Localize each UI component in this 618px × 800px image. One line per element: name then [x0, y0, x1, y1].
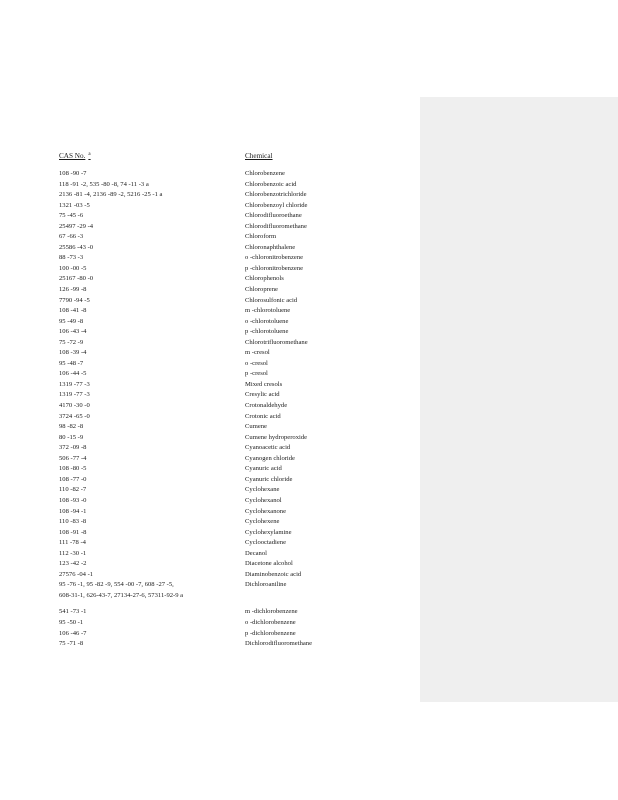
cas-number-line: 67 -66 -3: [59, 233, 84, 241]
chemical-name: o -dichlorobenzene: [245, 618, 296, 626]
cas-number-line: 25497 -29 -4: [59, 222, 94, 230]
cas-number-line: 4170 -30 -0: [59, 402, 90, 410]
cas-number-line: 111 -78 -4: [59, 539, 86, 547]
cas-number: [59, 454, 244, 465]
table-row: [0, 454, 420, 465]
chemical-name: p -dichlorobenzene: [245, 629, 296, 637]
table-row: [0, 232, 420, 243]
table-row: [0, 412, 420, 423]
table-row: [0, 338, 420, 349]
table-row: [0, 190, 420, 201]
table-row: [0, 433, 420, 444]
cas-number-line: 112 -30 -1: [59, 549, 87, 557]
table-row: [0, 570, 420, 581]
cas-number: [59, 629, 244, 640]
cas-number-line: 98 -82 -8: [59, 423, 84, 431]
cas-number-line: 108 -41 -8: [59, 307, 87, 315]
cas-number-line: 1321 -03 -5: [59, 201, 90, 209]
cas-number-line: 108 -94 -1: [59, 507, 87, 515]
cas-header-label: CAS No.: [59, 152, 86, 160]
cas-number-line: 506 -77 -4: [59, 454, 87, 462]
cas-number-line: 75 -72 -9: [59, 338, 84, 346]
table-row: [0, 464, 420, 475]
cas-number: [59, 607, 244, 618]
cas-number: [59, 348, 244, 359]
cas-number-line: 27576 -04 -1: [59, 570, 94, 578]
cas-number-line: 108 -91 -8: [59, 528, 87, 536]
cas-number-line: 80 -15 -9: [59, 433, 84, 441]
cas-number: [59, 412, 244, 423]
cas-number-line: 108 -80 -5: [59, 465, 87, 473]
table-row: [0, 211, 420, 222]
chemical-name: m -cresol: [245, 349, 270, 357]
chemical-name: Diacetone alcohol: [245, 560, 293, 568]
table-row: [0, 222, 420, 233]
table-row: [0, 359, 420, 370]
cas-number: [59, 296, 244, 307]
cas-number: [59, 443, 244, 454]
table-row: [0, 580, 420, 601]
chemical-name: Cyclohexanol: [245, 496, 282, 504]
cas-number: [59, 549, 244, 560]
cas-number-line: 25586 -43 -0: [59, 243, 94, 251]
cas-number: [59, 464, 244, 475]
cas-number: [59, 618, 244, 629]
chemical-name: Diaminobenzoic acid: [245, 570, 302, 578]
chemical-name: Cyclohexylamine: [245, 528, 292, 536]
table-row: [0, 327, 420, 338]
cas-number: [59, 264, 244, 275]
table-row: [0, 496, 420, 507]
chemical-name: o -cresol: [245, 359, 268, 367]
table-row: [0, 253, 420, 264]
cas-number: [59, 253, 244, 264]
cas-number-line: 108 -90 -7: [59, 170, 87, 177]
cas-number-line: 110 -82 -7: [59, 486, 87, 494]
cas-number-line: 75 -71 -8: [59, 640, 84, 648]
chemical-name: Cyclohexane: [245, 486, 280, 494]
table-row: [0, 607, 420, 618]
cas-number-line: 106 -46 -7: [59, 629, 87, 637]
cas-number: [59, 485, 244, 496]
table-row: [0, 380, 420, 391]
chemical-name: Chloronaphthalene: [245, 243, 296, 251]
chemical-name: o -chloronitrobenzene: [245, 254, 304, 262]
chemical-name: Cumene hydroperoxide: [245, 433, 308, 441]
chemical-name: Chlorodifluoroethane: [245, 212, 302, 220]
cas-number: [59, 243, 244, 254]
chemical-name: Cyanuric chloride: [245, 475, 293, 483]
table-row: [0, 528, 420, 539]
cas-number-line: 126 -99 -8: [59, 286, 87, 294]
cas-number: [59, 580, 244, 601]
chemical-name: Chlorophenols: [245, 275, 284, 283]
chemical-name: Crotonic acid: [245, 412, 281, 420]
table-row: [0, 296, 420, 307]
cas-number: [59, 190, 244, 201]
chemical-name: Cyclohexene: [245, 518, 280, 526]
table-row: [0, 401, 420, 412]
table-row: [0, 390, 420, 401]
cas-number-line: 2136 -81 -4, 2136 -89 -2, 5216 -25 -1 a: [59, 191, 163, 199]
cas-number: [59, 496, 244, 507]
cas-number-line: 88 -73 -3: [59, 254, 84, 262]
table-row: [0, 475, 420, 486]
cas-number: [59, 422, 244, 433]
chemical-name: Dichloroaniline: [245, 581, 287, 589]
cas-number-line: 123 -42 -2: [59, 560, 87, 568]
comment-pane: [420, 97, 618, 702]
cas-number-line: 108 -39 -4: [59, 349, 87, 357]
cas-number-line: 25167 -80 -0: [59, 275, 94, 283]
cas-number: [59, 327, 244, 338]
cas-number: [59, 180, 244, 191]
table-row: [0, 507, 420, 518]
cas-number: [59, 317, 244, 328]
table-row: [0, 517, 420, 528]
cas-number: [59, 359, 244, 370]
cas-number: [59, 285, 244, 296]
table-row: [0, 629, 420, 640]
table-row: [0, 443, 420, 454]
table-row: [0, 639, 420, 650]
cas-number-line: 95 -48 -7: [59, 359, 84, 367]
cas-number-line: 95 -76 -1, 95 -82 -9, 554 -00 -7, 608 -27 -5,: [59, 581, 174, 589]
cas-number: [59, 211, 244, 222]
chemical-name: Cyanoacetic acid: [245, 444, 291, 452]
cas-number-line: 106 -43 -4: [59, 328, 87, 336]
chemical-name: Cresylic acid: [245, 391, 280, 399]
chemical-name: Cyanogen chloride: [245, 454, 295, 462]
cas-number: [59, 201, 244, 212]
cas-number-line: 1319 -77 -3: [59, 391, 90, 399]
chemical-table: [0, 169, 420, 650]
cas-header-marker: a: [88, 152, 91, 157]
cas-number: [59, 517, 244, 528]
cas-number-line: 95 -50 -1: [59, 618, 84, 626]
chemical-name: Chlorodifluoromethane: [245, 222, 307, 230]
cas-number-line: 118 -91 -2, 535 -80 -8, 74 -11 -3 a: [59, 180, 149, 188]
cas-number-line: 372 -09 -8: [59, 444, 87, 452]
chemical-name: p -chlorotoluene: [245, 328, 289, 336]
cas-number-line: 95 -49 -8: [59, 317, 84, 325]
chemical-name: Mixed cresols: [245, 380, 283, 388]
chemical-name: Chlorobenzoyl chloride: [245, 201, 308, 209]
chemical-name: Chlorobenzoic acid: [245, 180, 297, 188]
table-row: [0, 549, 420, 560]
cas-number: [59, 338, 244, 349]
table-row: [0, 422, 420, 433]
chemical-name: m -dichlorobenzene: [245, 608, 298, 616]
cas-number: [59, 401, 244, 412]
chemical-name: Cumene: [245, 423, 267, 431]
cas-number: [59, 538, 244, 549]
table-row: [0, 369, 420, 380]
chemical-name: Cyanuric acid: [245, 465, 282, 473]
cas-number: [59, 369, 244, 380]
table-row: [0, 285, 420, 296]
chemical-name: Chlorobenzotrichloride: [245, 191, 307, 199]
cas-number-line: 1319 -77 -3: [59, 380, 90, 388]
table-row: [0, 180, 420, 191]
table-row: [0, 264, 420, 275]
chemical-name: Cyclooctadiene: [245, 539, 287, 547]
chemical-name: Cyclohexanone: [245, 507, 287, 515]
cas-number: [59, 507, 244, 518]
cas-number: [59, 570, 244, 581]
cas-number: [59, 274, 244, 285]
cas-number-line: 100 -00 -5: [59, 264, 87, 272]
table-row: [0, 201, 420, 212]
cas-number: [59, 528, 244, 539]
cas-number-line: 108 -93 -0: [59, 496, 87, 504]
chemical-name: o -chlorotoluene: [245, 317, 289, 325]
table-row: [0, 559, 420, 570]
cas-number: [59, 433, 244, 444]
table-row: [0, 317, 420, 328]
cas-number-line: 608-31-1, 626-43-7, 27134-27-6, 57311-92-9 a: [59, 591, 184, 599]
chemical-name: Chlorobenzene: [245, 170, 285, 177]
chemical-name: Chlorosulfonic acid: [245, 296, 298, 304]
table-row: [0, 618, 420, 629]
chemical-name: Dichlorodifluoromethane: [245, 640, 313, 648]
cas-number: [59, 559, 244, 570]
cas-number: [59, 639, 244, 650]
cas-number-line: 110 -83 -8: [59, 518, 87, 526]
cas-number: [59, 380, 244, 391]
cas-number-line: 541 -73 -1: [59, 608, 87, 616]
chemical-name: Crotonaldehyde: [245, 402, 288, 410]
cas-number-line: 3724 -65 -0: [59, 412, 90, 420]
cas-number-line: 75 -45 -6: [59, 212, 84, 220]
table-row: [0, 306, 420, 317]
chemical-name: p -chloronitrobenzene: [245, 264, 304, 272]
cas-number-line: 7790 -94 -5: [59, 296, 90, 304]
table-row: [0, 243, 420, 254]
chemical-name: Chloroprene: [245, 286, 278, 294]
table-row: [0, 538, 420, 549]
cas-number: [59, 232, 244, 243]
chemical-name: m -chlorotoluene: [245, 307, 291, 315]
table-row: [0, 169, 420, 180]
cas-number: [59, 222, 244, 233]
chemical-column-header: Chemical: [245, 152, 273, 160]
cas-number: [59, 306, 244, 317]
cas-number: [59, 169, 244, 180]
chemical-name: p -cresol: [245, 370, 268, 378]
cas-number-line: 108 -77 -0: [59, 475, 87, 483]
table-row: [0, 274, 420, 285]
chemical-name: Chlorotrifluoromethane: [245, 338, 308, 346]
chemical-name: Decanol: [245, 549, 267, 557]
cas-number: [59, 475, 244, 486]
cas-number: [59, 390, 244, 401]
cas-number-line: 106 -44 -5: [59, 370, 87, 378]
table-row: [0, 485, 420, 496]
cas-column-header: [59, 152, 91, 162]
chemical-name: Chloroform: [245, 233, 277, 241]
table-row: [0, 348, 420, 359]
